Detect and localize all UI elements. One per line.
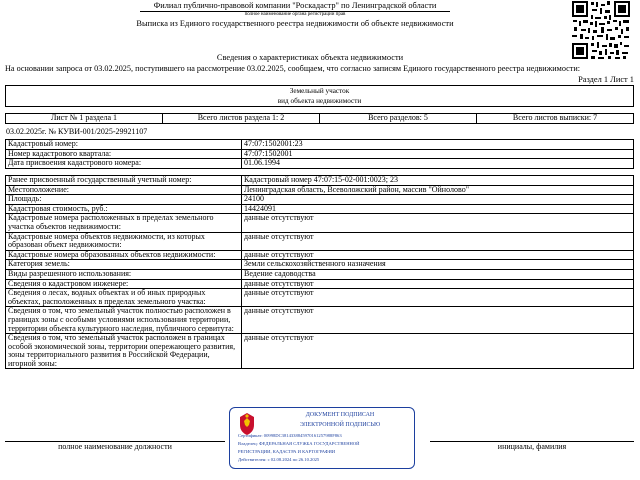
extract-title: Выписка из Единого государственного реестра недвижимости об объекте недвижимости xyxy=(136,19,454,28)
qr-code-icon xyxy=(571,0,631,60)
row-label: Виды разрешенного использования: xyxy=(6,269,242,279)
row-label: Ранее присвоенный государственный учетный номер: xyxy=(6,176,242,186)
row-value: Ведение садоводства xyxy=(242,269,634,279)
name-caption: инициалы, фамилия xyxy=(497,442,567,451)
table-row xyxy=(6,195,634,205)
row-label: Местоположение: xyxy=(6,185,242,195)
document-number: 03.02.2025г. № КУВИ-001/2025-29921107 xyxy=(6,127,148,136)
position-caption: полное наименование должности xyxy=(58,442,172,451)
table-row xyxy=(6,269,634,279)
row-value: Кадастровый номер 47:07:15-02-001:0023; 23 xyxy=(242,176,634,186)
row-label: Кадастровые номера расположенных в пределах земельного участка объектов недвижимости: xyxy=(6,214,242,232)
section-title: Сведения о характеристиках объекта недвижимости xyxy=(216,53,404,62)
row-label: Кадастровый номер: xyxy=(6,140,242,150)
row-value: данные отсутствуют xyxy=(242,232,634,250)
row-label: Сведения о том, что земельный участок расположен в границах особой экономической зоны, территории опережающего развития, зоны территориального развития в Российской Федерации, игорной зоны: xyxy=(6,334,242,369)
row-value: данные отсутствуют xyxy=(242,214,634,232)
table-row xyxy=(6,176,634,186)
sections-total: Всего разделов: 5 xyxy=(320,114,477,124)
row-value: 47:07:1502001:23 xyxy=(242,140,634,150)
request-text: На основании запроса от 03.02.2025, поступившего на рассмотрение 03.02.2025, сообщаем, что согласно записям Единого государственного реестра недвижимости: xyxy=(5,64,581,73)
table-row xyxy=(6,185,634,195)
row-label: Площадь: xyxy=(6,195,242,205)
org-name: Филиал публично-правовой компании "Роскадастр" по Ленинградской области xyxy=(140,1,450,12)
row-value: Земли сельскохозяйственного назначения xyxy=(242,260,634,270)
sheets-table xyxy=(5,113,634,124)
stamp-owner1: Владелец: ФЕДЕРАЛЬНАЯ СЛУЖБА ГОСУДАРСТВЕННОЙ xyxy=(238,441,360,446)
table-row xyxy=(6,334,634,369)
row-value: данные отсутствуют xyxy=(242,334,634,369)
stamp-owner2: РЕГИСТРАЦИИ, КАДАСТРА И КАРТОГРАФИИ xyxy=(238,449,336,454)
table-row xyxy=(6,214,634,232)
row-label: Категория земель: xyxy=(6,260,242,270)
row-value: данные отсутствуют xyxy=(242,279,634,289)
row-label: Сведения о том, что земельный участок полностью расположен в границах зоны с особыми условиями использования территории, территории объекта культурного наследия, публичного сервитута: xyxy=(6,307,242,334)
object-type-caption: вид объекта недвижимости xyxy=(277,97,362,105)
sheets-total: Всего листов выписки: 7 xyxy=(477,114,634,124)
stamp-cert: Сертификат: 00998DC3814338845970161257988F863 xyxy=(238,433,342,438)
row-value: 24100 xyxy=(242,195,634,205)
row-label: Номер кадастрового квартала: xyxy=(6,149,242,159)
stamp-line1: ДОКУМЕНТ ПОДПИСАН xyxy=(305,412,375,418)
block2-table xyxy=(5,175,634,369)
row-label: Кадастровые номера образованных объектов недвижимости: xyxy=(6,250,242,260)
row-label: Дата присвоения кадастрового номера: xyxy=(6,159,242,169)
row-value: данные отсутствуют xyxy=(242,307,634,334)
row-label: Сведения о кадастровом инженере: xyxy=(6,279,242,289)
object-type-box xyxy=(5,85,634,107)
stamp-line2: ЭЛЕКТРОННОЙ ПОДПИСЬЮ xyxy=(299,422,381,428)
row-label: Кадастровая стоимость, руб.: xyxy=(6,204,242,214)
table-row xyxy=(6,307,634,334)
table-row xyxy=(6,260,634,270)
table-row xyxy=(6,289,634,307)
object-type: Земельный участок xyxy=(289,87,350,95)
row-value: данные отсутствуют xyxy=(242,289,634,307)
qr-code xyxy=(571,0,631,60)
row-value: 47:07:1502001 xyxy=(242,149,634,159)
row-value: 01.06.1994 xyxy=(242,159,634,169)
section-sheet: Раздел 1 Лист 1 xyxy=(578,75,634,84)
row-label: Сведения о лесах, водных объектах и об иных природных объектах, расположенных в пределах земельного участка: xyxy=(6,289,242,307)
stamp-valid: Действителен: с 02.08.2024 по 26.10.2025 xyxy=(238,457,320,462)
row-label: Кадастровые номера объектов недвижимости, из которых образован объект недвижимости: xyxy=(6,232,242,250)
row-value: данные отсутствуют xyxy=(242,250,634,260)
table-row xyxy=(6,140,634,150)
table-row xyxy=(6,232,634,250)
sheets-in-section: Всего листов раздела 1: 2 xyxy=(163,114,320,124)
sheet-label: Лист № 1 раздела 1 xyxy=(6,114,163,124)
row-value: Ленинградская область, Всеволожский район, массив "Ойнолово" xyxy=(242,185,634,195)
table-row xyxy=(6,159,634,169)
row-value: 14424091 xyxy=(242,204,634,214)
org-caption: полное наименование органа регистрации прав xyxy=(244,12,346,17)
block1-table xyxy=(5,139,634,169)
e-signature-stamp xyxy=(229,407,415,469)
